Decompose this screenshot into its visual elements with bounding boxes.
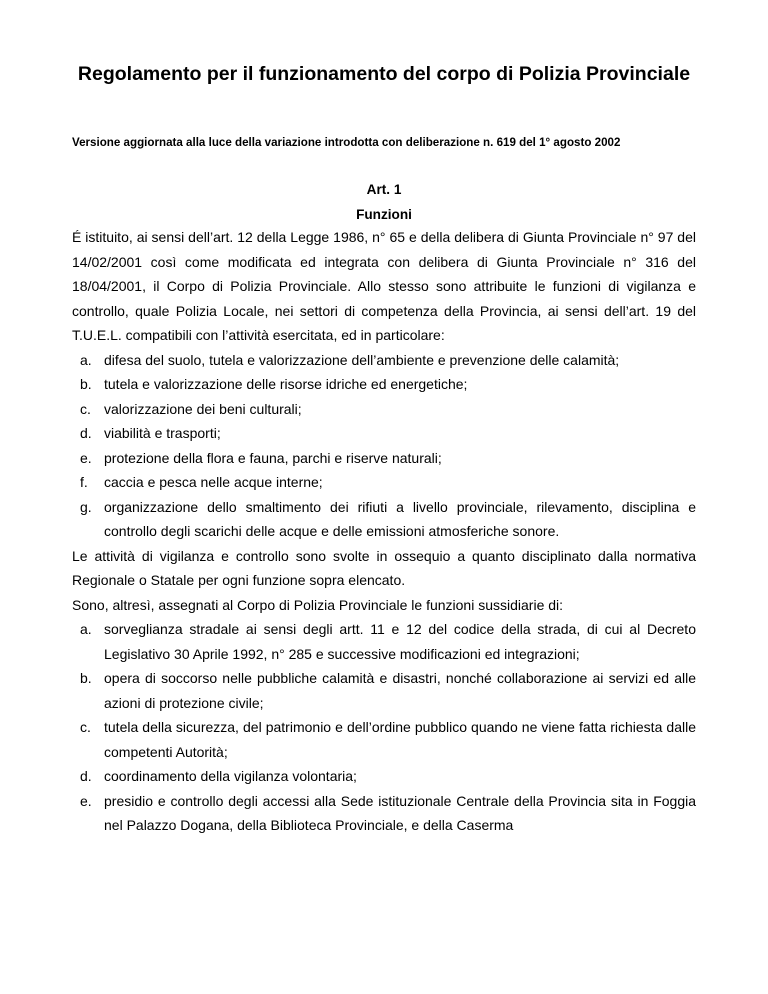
list-item-text: tutela della sicurezza, del patrimonio e dell’ordine pubblico quando ne viene fatta richiesta dalle competenti Autorità;	[104, 719, 696, 760]
functions-list	[72, 348, 696, 544]
list-item	[72, 421, 696, 446]
list-item-text: opera di soccorso nelle pubbliche calamità e disastri, nonché collaborazione ai servizi ed alle azioni di protezione civile;	[104, 670, 696, 711]
list-item-text: difesa del suolo, tutela e valorizzazione dell’ambiente e prevenzione delle calamità;	[104, 351, 620, 368]
list-marker: e.	[80, 792, 92, 809]
list-item-text: protezione della flora e fauna, parchi e riserve naturali;	[104, 449, 442, 466]
list-item-text: tutela e valorizzazione delle risorse idriche ed energetiche;	[104, 376, 468, 392]
subsidiary-functions-list	[72, 617, 696, 838]
list-item	[72, 372, 696, 397]
list-marker: d.	[80, 768, 92, 784]
list-item	[72, 397, 696, 422]
list-marker: g.	[80, 498, 92, 515]
article-body	[72, 225, 696, 838]
list-marker: a.	[80, 351, 92, 368]
list-item-text: organizzazione dello smaltimento dei rifiuti a livello provinciale, rilevamento, disciplina e controllo degli scarichi delle acque e delle emissioni atmosferiche sonore.	[104, 498, 696, 539]
list-item	[72, 470, 696, 495]
list-item	[72, 764, 696, 789]
list-item-text: caccia e pesca nelle acque interne;	[104, 474, 323, 490]
list-marker: c.	[80, 719, 91, 735]
list-item-text: valorizzazione dei beni culturali;	[104, 400, 302, 417]
list-marker: c.	[80, 400, 91, 417]
list-marker: a.	[80, 621, 92, 637]
list-item	[72, 495, 696, 544]
intro-paragraph: É istituito, ai sensi dell’art. 12 della Legge 1986, n° 65 e della delibera di Giunta Provinciale n° 97 del 14/02/2001 così come modificata ed integrata con delibera di Giunta Provinciale n° 316 del 18/04/2001, il Corpo di Polizia Provinciale. Allo stesso sono attribuite le funzioni di vigilanza e controllo, quale Polizia Locale, nei settori di competenza della Provincia, ai sensi dell’art. 19 del T.U.E.L. compatibili con l’attività esercitata, ed in particolare:	[72, 229, 696, 343]
list-item	[72, 715, 696, 764]
list-marker: f.	[80, 474, 88, 490]
middle-paragraph: Le attività di vigilanza e controllo sono svolte in ossequio a quanto disciplinato dalla normativa Regionale o Statale per ogni funzione sopra elencato.	[72, 547, 696, 588]
list-item	[72, 617, 696, 666]
list-item-text: sorveglianza stradale ai sensi degli artt. 11 e 12 del codice della strada, di cui al Decreto Legislativo 30 Aprile 1992, n° 285 e successive modificazioni ed integrazioni;	[104, 621, 696, 662]
list-marker: b.	[80, 376, 92, 392]
list-item	[72, 789, 696, 838]
list-item-text: coordinamento della vigilanza volontaria;	[104, 768, 357, 784]
list-item	[72, 446, 696, 471]
list-marker: d.	[80, 425, 92, 441]
document-subtitle: Versione aggiornata alla luce della variazione introdotta con deliberazione n. 619 del 1° agosto 2002	[72, 136, 621, 149]
list-marker: b.	[80, 670, 92, 686]
list-marker: e.	[80, 449, 92, 466]
list-item-text: presidio e controllo degli accessi alla Sede istituzionale Centrale della Provincia sita in Foggia nel Palazzo Dogana, della Biblioteca Provinciale, e della Caserma	[104, 792, 696, 833]
list-item	[72, 348, 696, 373]
second-intro-paragraph: Sono, altresì, assegnati al Corpo di Polizia Provinciale le funzioni sussidiarie di:	[72, 596, 564, 613]
list-item-text: viabilità e trasporti;	[104, 425, 221, 441]
article-heading: Funzioni	[356, 207, 412, 222]
document-title: Regolamento per il funzionamento del corpo di Polizia Provinciale	[77, 63, 691, 85]
article-number: Art. 1	[366, 182, 402, 197]
list-item	[72, 666, 696, 715]
